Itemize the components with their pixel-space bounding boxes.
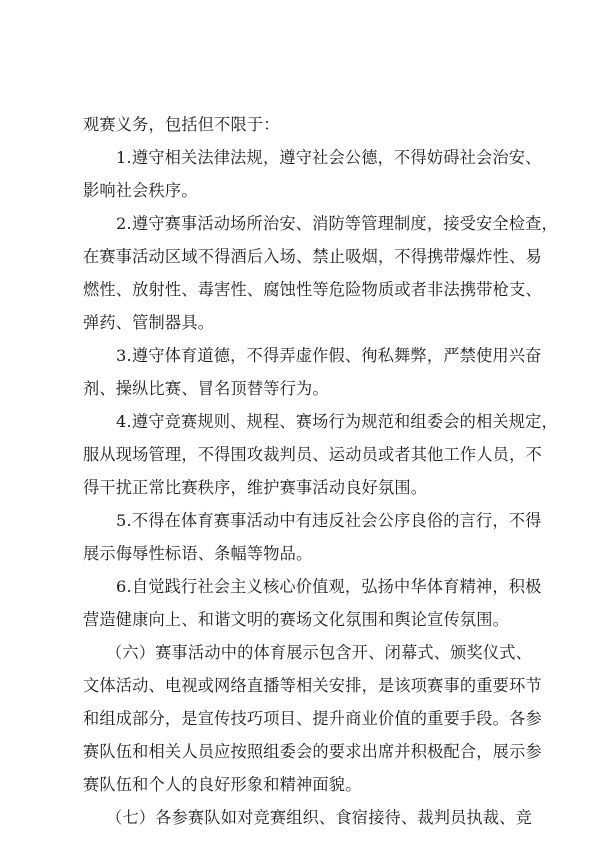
text-line: （六）赛事活动中的体育展示包含开、闭幕式、颁奖仪式、 bbox=[106, 643, 533, 662]
text-line: 文体活动、电视或网络直播等相关安排，是该项赛事的重要环节 bbox=[83, 676, 542, 695]
text-line: 3.遵守体育道德，不得弄虚作假、徇私舞弊，严禁使用兴奋 bbox=[116, 346, 542, 365]
text-line: 和组成部分，是宣传技巧项目、提升商业价值的重要手段。各参 bbox=[83, 709, 542, 728]
text-line: 燃性、放射性、毒害性、腐蚀性等危险物质或者非法携带枪支、 bbox=[83, 280, 542, 299]
text-line: 展示侮辱性标语、条幅等物品。 bbox=[83, 544, 313, 563]
text-line: 服从现场管理，不得围攻裁判员、运动员或者其他工作人员，不 bbox=[83, 445, 542, 464]
text-line: 赛队伍和个人的良好形象和精神面貌。 bbox=[83, 775, 362, 794]
text-line: 2.遵守赛事活动场所治安、消防等管理制度，接受安全检查， bbox=[116, 214, 558, 233]
text-line: 剂、操纵比赛、冒名顶替等行为。 bbox=[83, 379, 329, 398]
text-line: 在赛事活动区域不得酒后入场、禁止吸烟，不得携带爆炸性、易 bbox=[83, 247, 542, 266]
text-line: （七）各参赛队如对竞赛组织、食宿接待、裁判员执裁、竞 bbox=[106, 808, 533, 827]
text-line: 6.自觉践行社会主义核心价值观，弘扬中华体育精神，积极 bbox=[116, 577, 542, 596]
text-line: 营造健康向上、和谐文明的赛场文化氛围和舆论宣传氛围。 bbox=[83, 610, 510, 629]
text-line: 赛队伍和相关人员应按照组委会的要求出席并积极配合，展示参 bbox=[83, 742, 542, 761]
text-line: 4.遵守竞赛规则、规程、赛场行为规范和组委会的相关规定， bbox=[116, 412, 558, 431]
text-line: 5.不得在体育赛事活动中有违反社会公序良俗的言行，不得 bbox=[116, 511, 542, 530]
text-line: 弹药、管制器具。 bbox=[83, 313, 215, 332]
text-line: 1.遵守相关法律法规，遵守社会公德，不得妨碍社会治安、 bbox=[116, 148, 542, 167]
text-line: 影响社会秩序。 bbox=[83, 181, 198, 200]
text-line: 得干扰正常比赛秩序，维护赛事活动良好氛围。 bbox=[83, 478, 428, 497]
text-line: 观赛义务，包括但不限于： bbox=[83, 115, 280, 134]
